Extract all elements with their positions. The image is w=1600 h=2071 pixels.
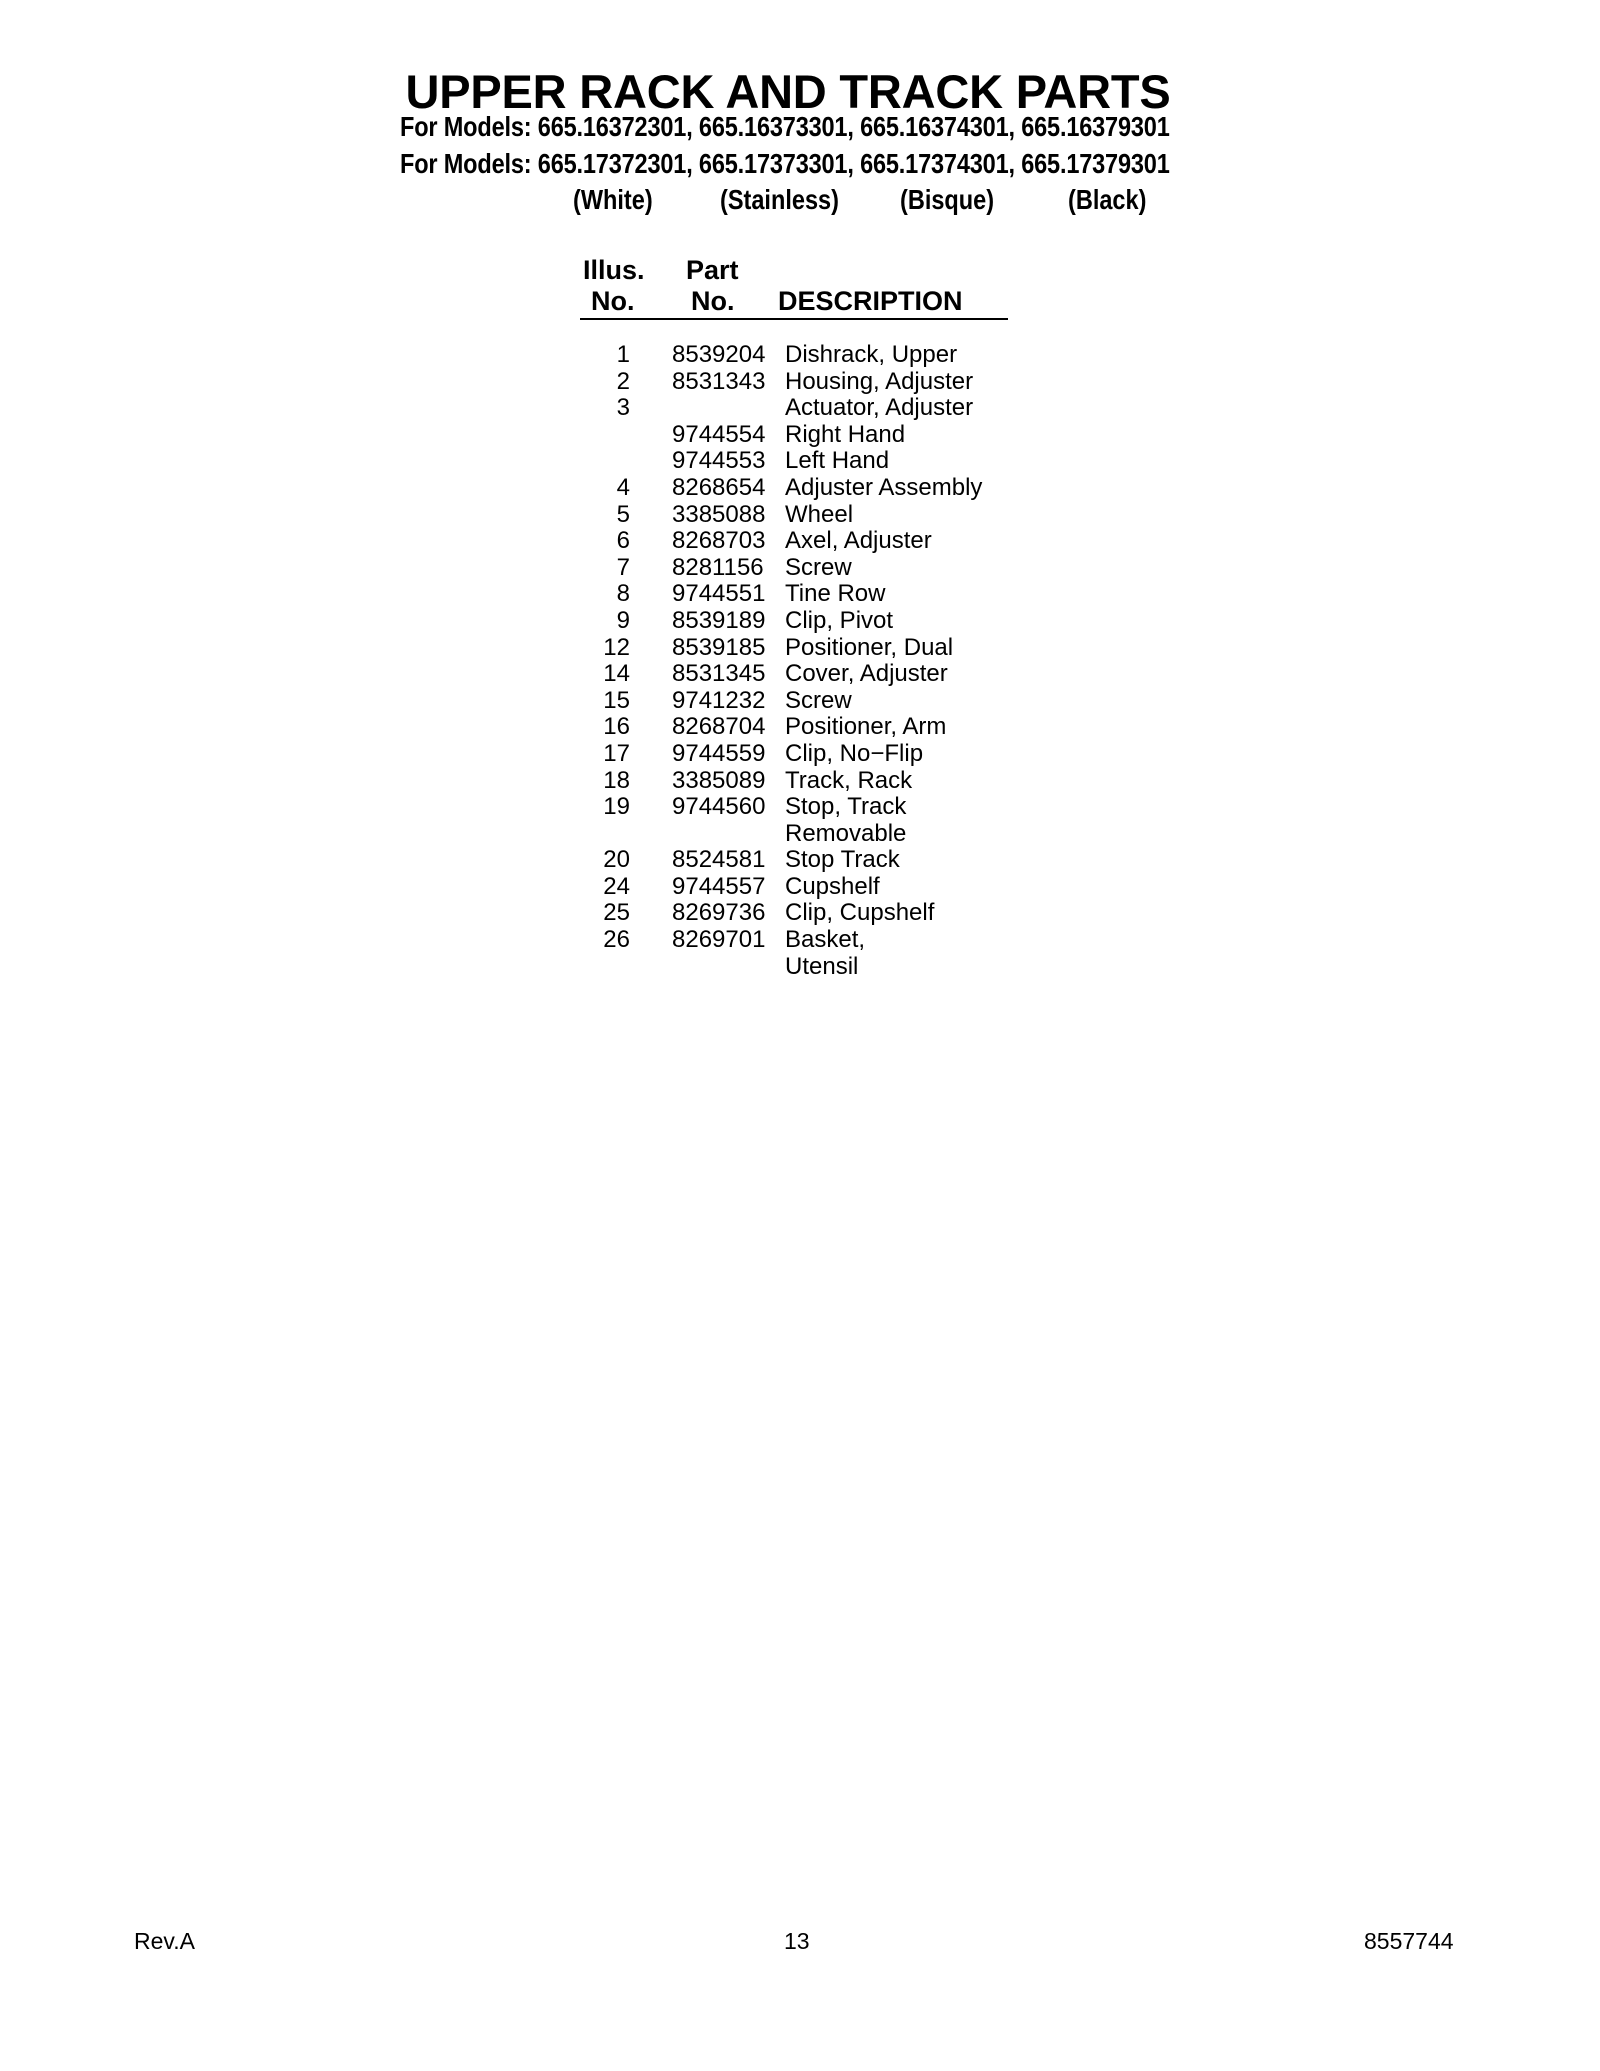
illus-number: 26 (603, 926, 630, 954)
header-part-top: Part (686, 255, 739, 285)
part-description: Wheel (785, 500, 854, 528)
part-number: 8268703 (672, 527, 766, 555)
part-number: 9744553 (672, 447, 766, 475)
illus-number: 20 (603, 846, 630, 874)
part-number: 8281156 (672, 553, 764, 581)
illus-number: 18 (603, 766, 630, 794)
footer-document-number: 8557744 (1364, 1928, 1454, 1954)
illus-number: 5 (616, 500, 630, 528)
part-number: 8269736 (672, 899, 766, 927)
part-description: Basket, (785, 926, 866, 954)
part-description: Utensil (785, 952, 859, 980)
illus-number: 25 (603, 899, 630, 927)
page-title: UPPER RACK AND TRACK PARTS (405, 65, 1171, 118)
part-number: 8531345 (672, 660, 766, 688)
header-description: DESCRIPTION (778, 286, 963, 316)
part-number: 9744554 (672, 420, 766, 448)
part-number: 8269701 (672, 926, 766, 954)
header-part-bottom: No. (691, 286, 735, 316)
color-black: (Black) (1068, 184, 1147, 215)
part-number: 8539185 (672, 633, 766, 661)
footer-page-number: 13 (784, 1928, 810, 1954)
part-number: 9744560 (672, 793, 766, 821)
part-number: 8268654 (672, 473, 766, 501)
header-illus-top: Illus. (583, 255, 645, 285)
part-description: Positioner, Arm (785, 713, 947, 741)
part-description: Cupshelf (785, 872, 880, 900)
part-number: 8524581 (672, 846, 766, 874)
part-description: Dishrack, Upper (785, 341, 958, 368)
part-number: 8531343 (672, 367, 766, 395)
part-description: Clip, Cupshelf (785, 899, 935, 927)
illus-number: 6 (616, 527, 630, 555)
part-description: Actuator, Adjuster (785, 394, 974, 422)
part-description: Clip, No−Flip (785, 739, 924, 767)
illus-number: 1 (616, 341, 630, 368)
color-bisque: (Bisque) (900, 184, 995, 215)
part-description: Stop Track (785, 846, 900, 874)
illus-number: 16 (603, 713, 630, 741)
illus-number: 9 (616, 606, 630, 634)
illus-number: 7 (616, 553, 630, 581)
part-number: 3385088 (672, 500, 766, 528)
part-description: Adjuster Assembly (785, 473, 983, 501)
illus-number: 14 (603, 660, 630, 688)
models-line-2: For Models: 665.17372301, 665.17373301, 665.17374301, 665.17379301 (400, 148, 1170, 179)
illus-number: 3 (616, 394, 630, 422)
part-description: Left Hand (785, 447, 890, 475)
color-white: (White) (573, 184, 653, 215)
part-description: Removable (785, 819, 907, 847)
part-description: Right Hand (785, 420, 906, 448)
header-rule (580, 318, 1008, 320)
illus-number: 19 (603, 793, 630, 821)
part-number: 9741232 (672, 686, 766, 714)
part-number: 9744557 (672, 872, 766, 900)
part-number: 8539189 (672, 606, 766, 634)
models-line-1: For Models: 665.16372301, 665.16373301, 665.16374301, 665.16379301 (400, 111, 1170, 142)
part-description: Tine Row (785, 580, 886, 608)
illus-number: 8 (616, 580, 630, 608)
part-description: Screw (785, 686, 852, 714)
part-number: 9744551 (672, 580, 766, 608)
illus-number: 24 (603, 872, 630, 900)
illus-number: 2 (616, 367, 630, 395)
footer-revision: Rev.A (134, 1928, 195, 1954)
part-description: Clip, Pivot (785, 606, 894, 634)
part-description: Screw (785, 553, 852, 581)
part-number: 8539204 (672, 341, 766, 368)
illus-number: 15 (603, 686, 630, 714)
illus-number: 4 (616, 473, 630, 501)
illus-number: 17 (603, 739, 630, 767)
part-description: Positioner, Dual (785, 633, 954, 661)
color-stainless: (Stainless) (720, 184, 839, 215)
part-number: 3385089 (672, 766, 766, 794)
part-number: 9744559 (672, 739, 766, 767)
header-illus-bottom: No. (591, 286, 635, 316)
part-description: Track, Rack (785, 766, 913, 794)
part-description: Cover, Adjuster (785, 660, 948, 688)
part-number: 8268704 (672, 713, 766, 741)
illus-number: 12 (603, 633, 630, 661)
part-description: Housing, Adjuster (785, 367, 974, 395)
part-description: Axel, Adjuster (785, 527, 932, 555)
part-description: Stop, Track (785, 793, 907, 821)
